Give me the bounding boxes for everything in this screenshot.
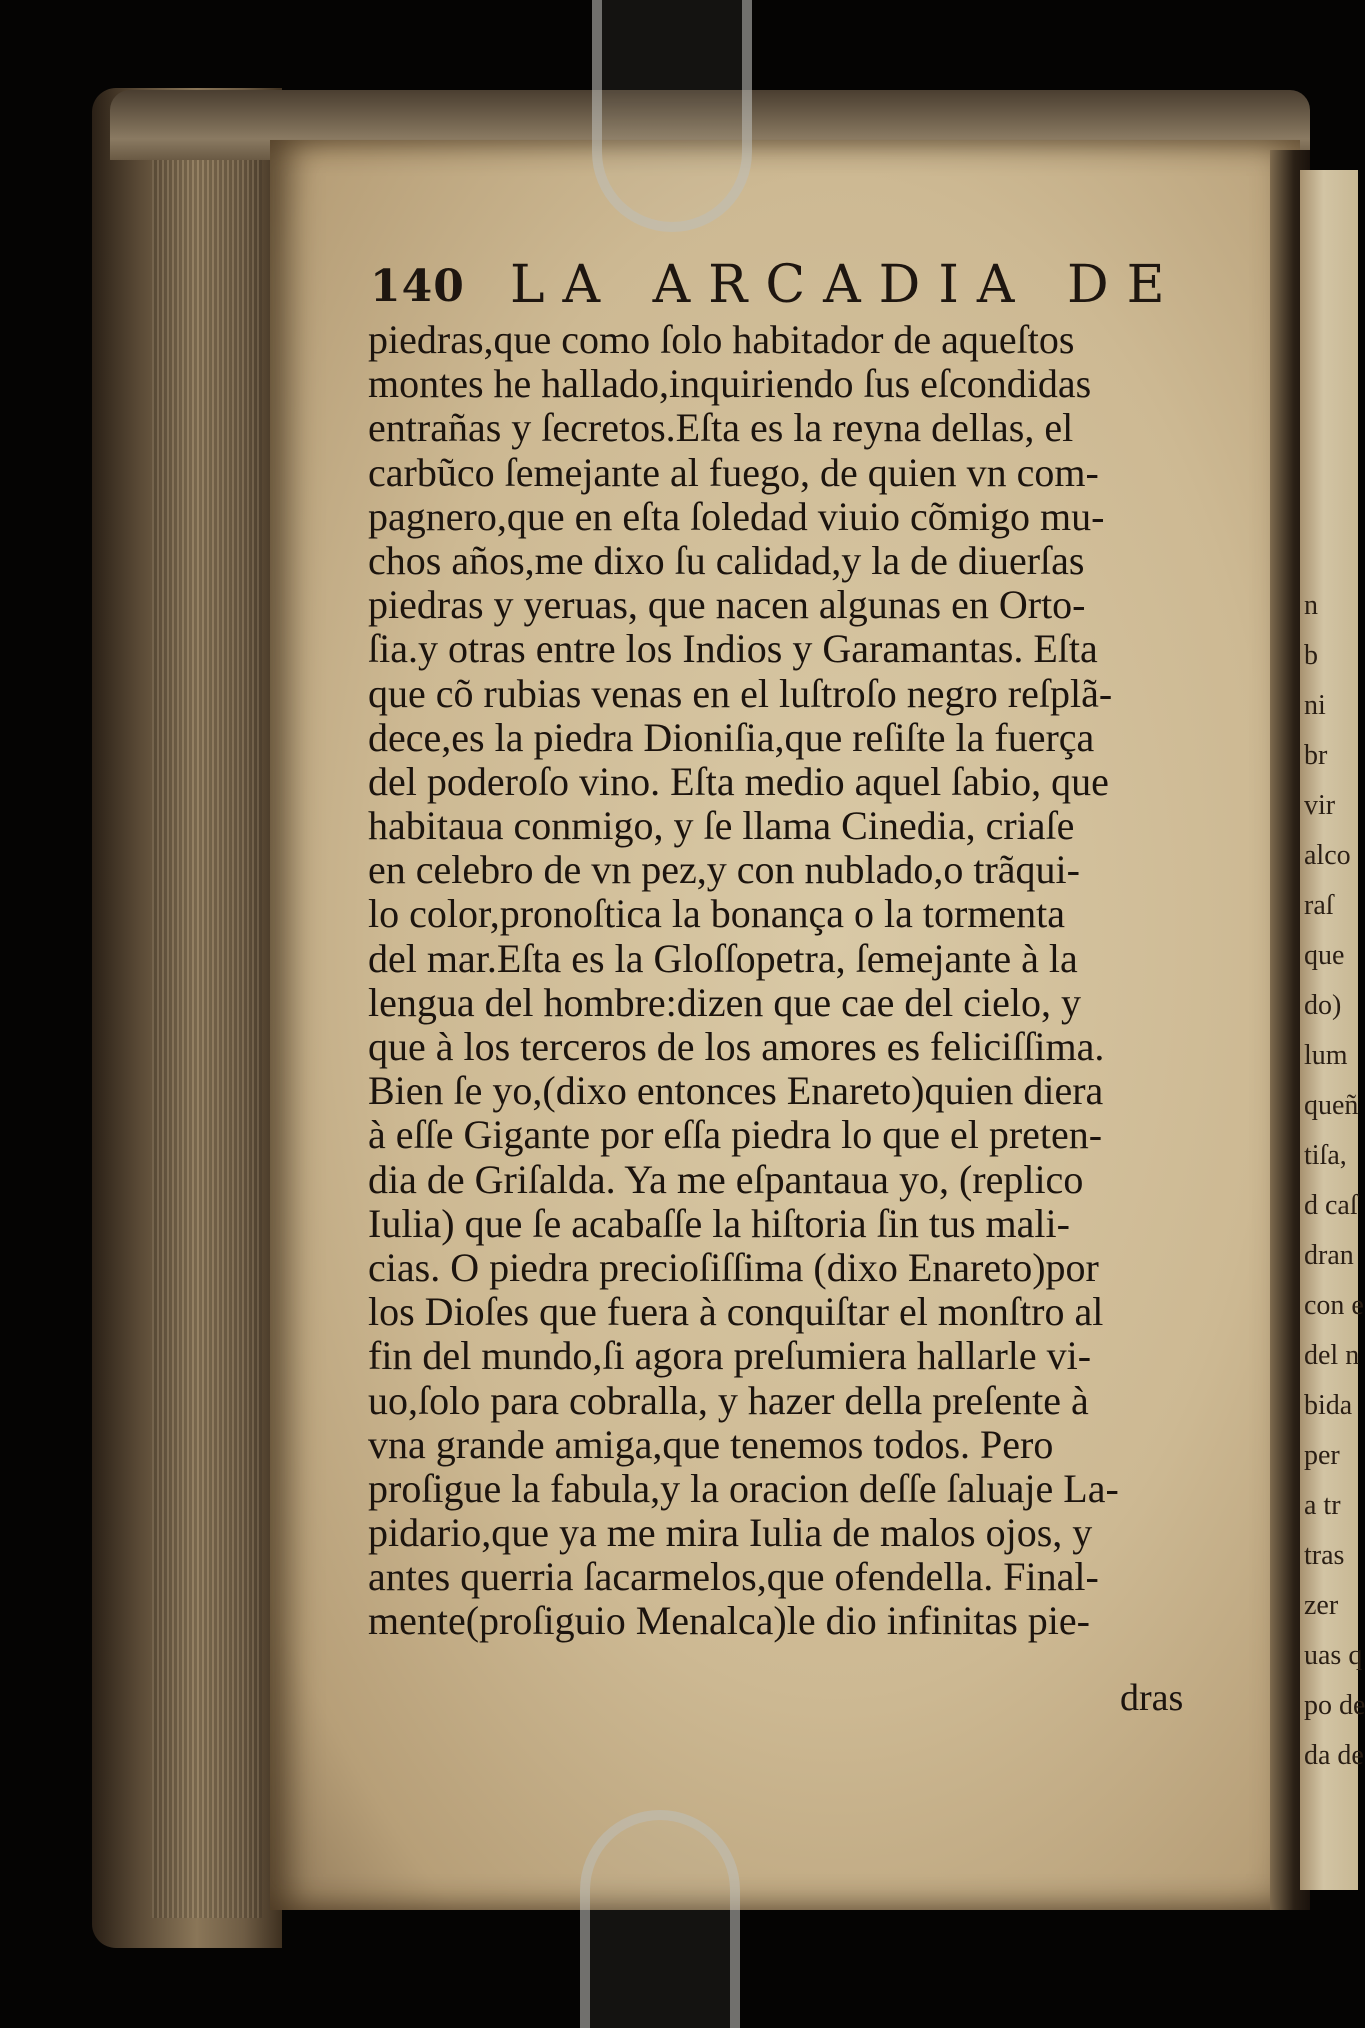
text-line: chos años,me dixo ſu calidad,y la de diuerſas xyxy=(368,537,1085,583)
text-line: Bien ſe yo,(dixo entonces Enareto)quien diera xyxy=(368,1068,1104,1114)
text-line: lengua del hombre:dizen que cae del cielo, y xyxy=(368,979,1082,1025)
text-line: piedras y yeruas, que nacen algunas en Orto- xyxy=(368,582,1086,628)
facing-text-fragment: lum xyxy=(1304,1040,1348,1071)
text-line: Iulia) que ſe acabaſſe la hiſtoria ſin tus mali- xyxy=(368,1200,1070,1246)
facing-text-fragment: a tr xyxy=(1304,1490,1341,1521)
text-line: vna grande amiga,que tenemos todos. Pero xyxy=(368,1421,1054,1467)
catchword: dras xyxy=(1120,1677,1184,1719)
facing-page-fragment xyxy=(1300,170,1365,1890)
text-line: montes he hallado,inquiriendo ſus eſcondidas xyxy=(368,361,1092,407)
body-text xyxy=(368,318,1208,1644)
text-line: mente(proſiguio Menalca)le dio infinitas pie- xyxy=(368,1598,1090,1644)
text-line: del poderoſo vino. Eſta medio aquel ſabio, que xyxy=(368,758,1109,804)
text-line: los Dioſes que fuera à conquiſtar el monſtro al xyxy=(368,1289,1104,1335)
facing-text-fragment: po de xyxy=(1304,1690,1365,1721)
facing-text-fragment: uas q xyxy=(1304,1640,1363,1671)
facing-text-fragment: bida xyxy=(1304,1390,1353,1421)
text-line: dia de Griſalda. Ya me eſpantaua yo, (replico xyxy=(368,1156,1084,1202)
facing-text-fragment: da de xyxy=(1304,1740,1364,1771)
facing-text-fragment: dran xyxy=(1304,1240,1354,1271)
page-header xyxy=(370,255,1230,321)
text-line: fin del mundo,ſi agora preſumiera hallarle vi- xyxy=(368,1333,1092,1379)
facing-text-fragment: queñ xyxy=(1304,1090,1359,1121)
facing-text-fragment: tiſa, xyxy=(1304,1140,1347,1171)
facing-text-fragment: con e xyxy=(1304,1290,1364,1321)
text-line: cias. O piedra precioſiſſima (dixo Enareto)por xyxy=(368,1244,1099,1290)
text-line: pagnero,que en eſta ſoledad viuio cõmigo mu- xyxy=(368,493,1105,539)
facing-text-fragment: n xyxy=(1304,590,1318,621)
facing-text-fragment: zer xyxy=(1304,1590,1339,1621)
facing-text-fragment: raſ xyxy=(1304,890,1334,921)
text-line: piedras,que como ſolo habitador de aqueſtos xyxy=(368,317,1075,362)
text-line: dece,es la piedra Dioniſia,que reſiſte la fuerça xyxy=(368,714,1095,760)
text-line: que à los terceros de los amores es feliciſſima. xyxy=(368,1024,1105,1069)
text-line: habitaua conmigo, y ſe llama Cinedia, criaſe xyxy=(368,803,1075,849)
facing-text-fragment: d caſ xyxy=(1304,1190,1358,1221)
facing-text-fragment: alco xyxy=(1304,840,1351,871)
text-line: carbũco ſemejante al fuego, de quien vn com- xyxy=(368,449,1099,495)
facing-text-fragment: br xyxy=(1304,740,1328,771)
facing-text-fragment: que xyxy=(1304,940,1345,971)
text-line: del mar.Eſta es la Gloſſopetra, ſemejante à la xyxy=(368,935,1078,981)
text-line: en celebro de vn pez,y con nublado,o trãqui- xyxy=(368,847,1080,893)
facing-text-fragment: tras xyxy=(1304,1540,1345,1571)
page-number: 140 xyxy=(370,261,465,312)
facing-text-fragment: del n xyxy=(1304,1340,1360,1371)
text-line: que cõ rubias venas en el luſtroſo negro reſplã- xyxy=(368,670,1113,716)
text-line: antes querria ſacarmelos,que ofendella. Final- xyxy=(368,1554,1099,1600)
book-page-edges xyxy=(92,88,282,1948)
facing-text-fragment: ni xyxy=(1304,690,1326,721)
text-line: proſigue la fabula,y la oracion deſſe ſaluaje La- xyxy=(368,1465,1119,1511)
facing-text-fragment: per xyxy=(1304,1440,1340,1471)
facing-text-fragment: do) xyxy=(1304,990,1342,1021)
text-line: à eſſe Gigante por eſſa piedra lo que el preten- xyxy=(368,1112,1103,1158)
facing-text-fragment: b xyxy=(1304,640,1318,671)
text-line: ſia.y otras entre los Indios y Garamantas. Eſta xyxy=(368,626,1098,672)
text-line: lo color,pronoſtica la bonança o la tormenta xyxy=(368,891,1066,937)
facing-text-fragment: vir xyxy=(1304,790,1336,821)
running-title: LA ARCADIA DE xyxy=(510,255,1183,315)
page-clip-top xyxy=(592,0,752,232)
text-line: entrañas y ſecretos.Eſta es la reyna dellas, el xyxy=(368,405,1074,451)
text-line: pidario,que ya me mira Iulia de malos ojos, y xyxy=(368,1510,1093,1556)
page-clip-bottom xyxy=(580,1810,740,2028)
text-line: uo,ſolo para cobralla, y hazer della preſente à xyxy=(368,1377,1089,1423)
